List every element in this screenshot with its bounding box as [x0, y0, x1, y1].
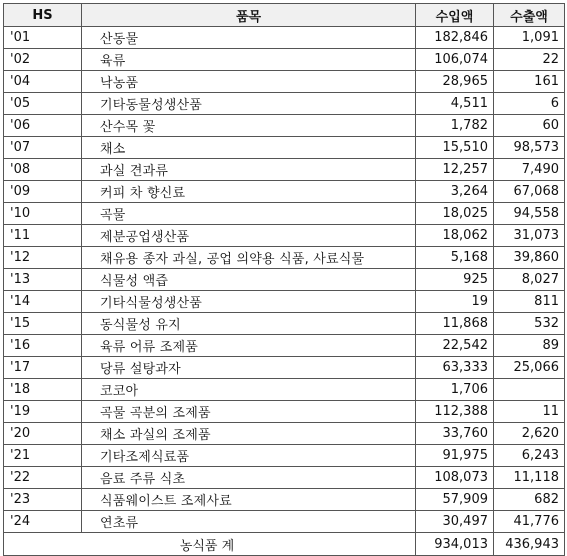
import-value-cell: 63,333	[416, 357, 494, 379]
item-name-cell: 곡물	[82, 203, 416, 225]
hs-code-cell: '13	[4, 269, 82, 291]
item-name-cell: 음료 주류 식초	[82, 467, 416, 489]
hs-code-cell: '10	[4, 203, 82, 225]
export-value-cell: 98,573	[494, 137, 565, 159]
export-value-cell: 11,118	[494, 467, 565, 489]
table-row	[4, 511, 565, 533]
import-value-cell: 12,257	[416, 159, 494, 181]
hs-code-cell: '04	[4, 71, 82, 93]
item-name-cell: 연초류	[82, 511, 416, 533]
export-value-cell: 682	[494, 489, 565, 511]
import-value-cell: 1,782	[416, 115, 494, 137]
item-name-cell: 식물성 액즙	[82, 269, 416, 291]
import-value-cell: 108,073	[416, 467, 494, 489]
table-row	[4, 181, 565, 203]
item-name-cell: 육류 어류 조제품	[82, 335, 416, 357]
hs-code-cell: '24	[4, 511, 82, 533]
export-value-cell: 67,068	[494, 181, 565, 203]
import-value-cell: 3,264	[416, 181, 494, 203]
table-row	[4, 225, 565, 247]
item-name-cell: 과실 견과류	[82, 159, 416, 181]
import-value-cell: 30,497	[416, 511, 494, 533]
table-row	[4, 401, 565, 423]
import-value-cell: 18,025	[416, 203, 494, 225]
export-value-cell: 7,490	[494, 159, 565, 181]
export-value-cell: 22	[494, 49, 565, 71]
import-value-cell: 57,909	[416, 489, 494, 511]
import-value-cell: 112,388	[416, 401, 494, 423]
total-export: 436,943	[494, 533, 565, 556]
import-value-cell: 18,062	[416, 225, 494, 247]
import-value-cell: 182,846	[416, 27, 494, 49]
export-value-cell: 60	[494, 115, 565, 137]
table-row	[4, 269, 565, 291]
import-value-cell: 5,168	[416, 247, 494, 269]
trade-table	[3, 3, 565, 556]
table-row	[4, 93, 565, 115]
table-row	[4, 313, 565, 335]
table-row	[4, 445, 565, 467]
hs-code-cell: '22	[4, 467, 82, 489]
hs-code-cell: '05	[4, 93, 82, 115]
hs-code-cell: '01	[4, 27, 82, 49]
item-name-cell: 기타식물성생산품	[82, 291, 416, 313]
table-row	[4, 489, 565, 511]
table-row	[4, 71, 565, 93]
table-row	[4, 247, 565, 269]
table-row	[4, 335, 565, 357]
table-row	[4, 291, 565, 313]
header-row	[4, 4, 565, 27]
header-item: 품목	[82, 4, 416, 27]
item-name-cell: 곡물 곡분의 조제품	[82, 401, 416, 423]
export-value-cell: 31,073	[494, 225, 565, 247]
table-row	[4, 203, 565, 225]
table-row	[4, 467, 565, 489]
export-value-cell: 8,027	[494, 269, 565, 291]
trade-table-container	[3, 3, 564, 556]
table-row	[4, 49, 565, 71]
item-name-cell: 산동물	[82, 27, 416, 49]
header-export: 수출액	[494, 4, 565, 27]
export-value-cell: 161	[494, 71, 565, 93]
export-value-cell: 2,620	[494, 423, 565, 445]
table-row	[4, 115, 565, 137]
hs-code-cell: '08	[4, 159, 82, 181]
hs-code-cell: '17	[4, 357, 82, 379]
item-name-cell: 동식물성 유지	[82, 313, 416, 335]
table-row	[4, 159, 565, 181]
hs-code-cell: '21	[4, 445, 82, 467]
item-name-cell: 기타동물성생산품	[82, 93, 416, 115]
item-name-cell: 기타조제식료품	[82, 445, 416, 467]
hs-code-cell: '11	[4, 225, 82, 247]
hs-code-cell: '23	[4, 489, 82, 511]
item-name-cell: 당류 설탕과자	[82, 357, 416, 379]
export-value-cell	[494, 379, 565, 401]
import-value-cell: 19	[416, 291, 494, 313]
header-import: 수입액	[416, 4, 494, 27]
table-row	[4, 357, 565, 379]
header-hs: HS	[4, 4, 82, 27]
export-value-cell: 41,776	[494, 511, 565, 533]
import-value-cell: 1,706	[416, 379, 494, 401]
hs-code-cell: '16	[4, 335, 82, 357]
hs-code-cell: '12	[4, 247, 82, 269]
hs-code-cell: '18	[4, 379, 82, 401]
item-name-cell: 채소 과실의 조제품	[82, 423, 416, 445]
item-name-cell: 낙농품	[82, 71, 416, 93]
export-value-cell: 89	[494, 335, 565, 357]
item-name-cell: 채소	[82, 137, 416, 159]
export-value-cell: 25,066	[494, 357, 565, 379]
hs-code-cell: '15	[4, 313, 82, 335]
import-value-cell: 15,510	[416, 137, 494, 159]
hs-code-cell: '20	[4, 423, 82, 445]
import-value-cell: 106,074	[416, 49, 494, 71]
item-name-cell: 식품웨이스트 조제사료	[82, 489, 416, 511]
hs-code-cell: '09	[4, 181, 82, 203]
hs-code-cell: '02	[4, 49, 82, 71]
hs-code-cell: '07	[4, 137, 82, 159]
import-value-cell: 33,760	[416, 423, 494, 445]
table-row	[4, 379, 565, 401]
import-value-cell: 22,542	[416, 335, 494, 357]
total-label: 농식품 계	[4, 533, 416, 556]
import-value-cell: 4,511	[416, 93, 494, 115]
item-name-cell: 커피 차 향신료	[82, 181, 416, 203]
export-value-cell: 6	[494, 93, 565, 115]
import-value-cell: 925	[416, 269, 494, 291]
item-name-cell: 코코아	[82, 379, 416, 401]
item-name-cell: 채유용 종자 과실, 공업 의약용 식품, 사료식물	[82, 247, 416, 269]
table-row	[4, 423, 565, 445]
total-row	[4, 533, 565, 556]
hs-code-cell: '14	[4, 291, 82, 313]
hs-code-cell: '06	[4, 115, 82, 137]
import-value-cell: 11,868	[416, 313, 494, 335]
table-row	[4, 27, 565, 49]
item-name-cell: 육류	[82, 49, 416, 71]
import-value-cell: 91,975	[416, 445, 494, 467]
hs-code-cell: '19	[4, 401, 82, 423]
export-value-cell: 39,860	[494, 247, 565, 269]
table-row	[4, 137, 565, 159]
item-name-cell: 산수목 꽃	[82, 115, 416, 137]
export-value-cell: 6,243	[494, 445, 565, 467]
export-value-cell: 532	[494, 313, 565, 335]
export-value-cell: 1,091	[494, 27, 565, 49]
item-name-cell: 제분공업생산품	[82, 225, 416, 247]
import-value-cell: 28,965	[416, 71, 494, 93]
export-value-cell: 811	[494, 291, 565, 313]
total-import: 934,013	[416, 533, 494, 556]
export-value-cell: 94,558	[494, 203, 565, 225]
export-value-cell: 11	[494, 401, 565, 423]
